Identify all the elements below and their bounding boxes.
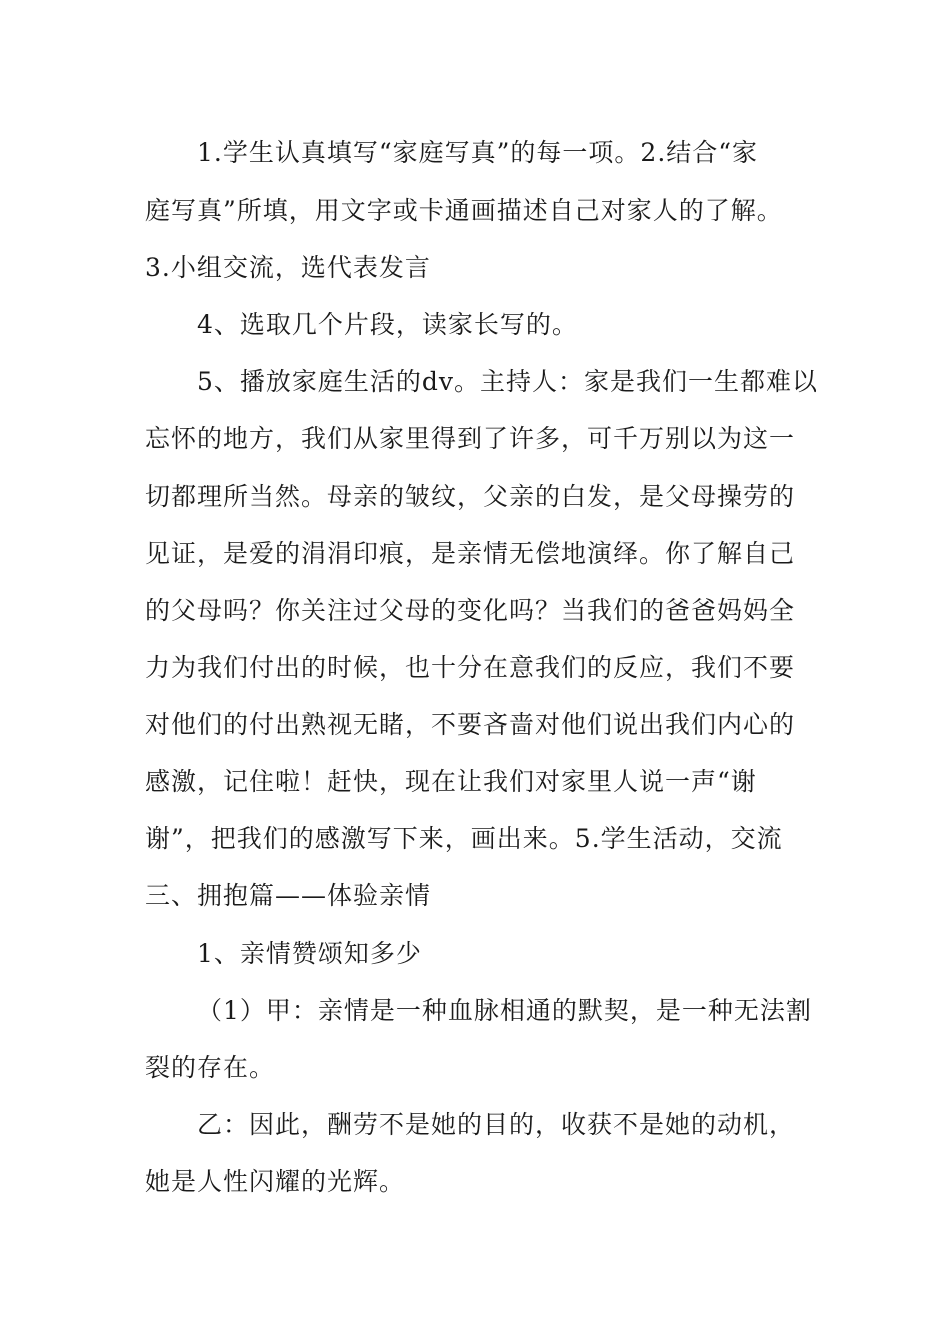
section-heading: 三、拥抱篇——体验亲情 — [145, 881, 432, 910]
text-line: （1）甲：亲情是一种血脉相通的默契，是一种无法割 — [197, 996, 812, 1025]
text-line: 1、亲情赞颂知多少 — [197, 939, 422, 968]
text-line: 谢”，把我们的感激写下来，画出来。5.学生活动，交流 — [145, 824, 783, 853]
text-line: 切都理所当然。母亲的皱纹，父亲的白发，是父母操劳的 — [145, 482, 796, 511]
text-line: 裂的存在。 — [145, 1053, 276, 1082]
text-line: 感激，记住啦！赶快，现在让我们对家里人说一声“谢 — [145, 767, 757, 796]
text-line: 力为我们付出的时候，也十分在意我们的反应，我们不要 — [145, 653, 796, 682]
text-line: 4、选取几个片段，读家长写的。 — [197, 310, 578, 339]
text-line: 5、播放家庭生活的dv。主持人：家是我们一生都难以 — [197, 367, 819, 396]
text-line: 忘怀的地方，我们从家里得到了许多，可千万别以为这一 — [145, 424, 796, 453]
text-line: 她是人性闪耀的光辉。 — [145, 1167, 406, 1196]
text-line: 1.学生认真填写“家庭写真”的每一项。2.结合“家 — [197, 138, 759, 167]
text-line: 对他们的付出熟视无睹，不要吝啬对他们说出我们内心的 — [145, 710, 796, 739]
text-line: 乙：因此，酬劳不是她的目的，收获不是她的动机， — [197, 1110, 796, 1139]
text-line: 3.小组交流，选代表发言 — [145, 253, 431, 282]
text-line: 的父母吗？你关注过父母的变化吗？当我们的爸爸妈妈全 — [145, 596, 796, 625]
text-line: 庭写真”所填，用文字或卡通画描述自己对家人的了解。 — [145, 196, 783, 225]
text-line: 见证，是爱的涓涓印痕，是亲情无偿地演绎。你了解自己 — [145, 539, 796, 568]
